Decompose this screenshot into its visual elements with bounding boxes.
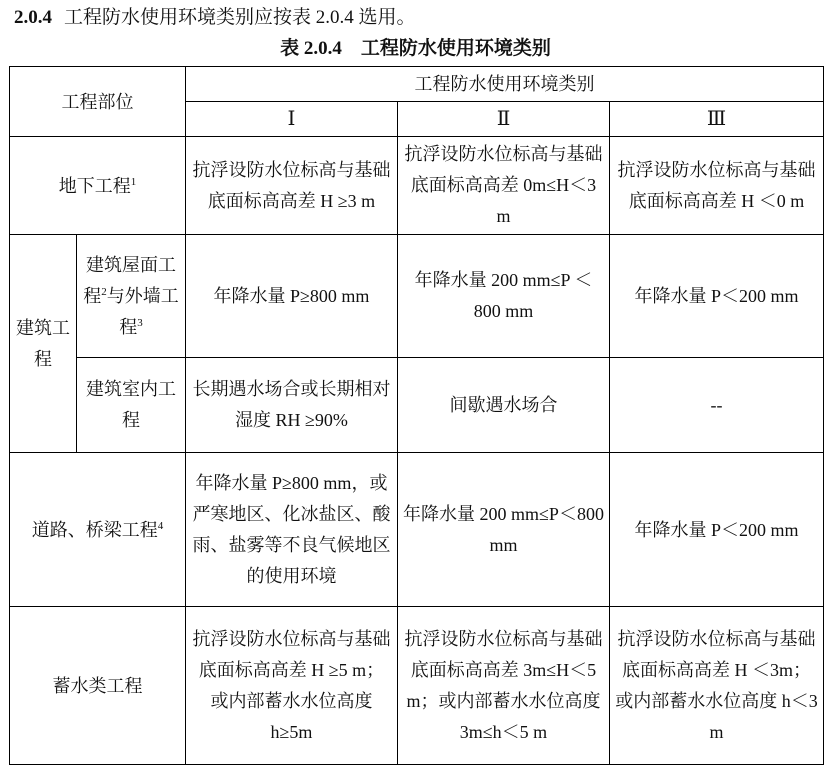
cell-roof-3: 年降水量 P＜200 mm <box>610 235 824 358</box>
cell-indoor-3: -- <box>610 358 824 453</box>
cell-underground-2: 抗浮设防水位标高与基础底面标高高差 0m≤H＜3 m <box>398 137 610 235</box>
cell-indoor-1: 长期遇水场合或长期相对湿度 RH ≥90% <box>186 358 398 453</box>
row-label-storage: 蓄水类工程 <box>10 607 186 765</box>
cell-storage-1: 抗浮设防水位标高与基础底面标高高差 H ≥5 m；或内部蓄水水位高度 h≥5m <box>186 607 398 765</box>
cell-road-1: 年降水量 P≥800 mm，或严寒地区、化冰盐区、酸雨、盐雾等不良气候地区的使用环境 <box>186 453 398 607</box>
table-row <box>10 358 824 453</box>
clause-number: 2.0.4 <box>14 7 52 28</box>
cell-underground-3: 抗浮设防水位标高与基础底面标高高差 H ＜0 m <box>610 137 824 235</box>
header-level-3: Ⅲ <box>610 102 824 137</box>
environment-category-table <box>9 66 824 765</box>
table-row <box>10 137 824 235</box>
header-category: 工程防水使用环境类别 <box>186 67 824 102</box>
cell-storage-2: 抗浮设防水位标高与基础底面标高高差 3m≤H＜5 m；或内部蓄水水位高度 3m≤h＜5 m <box>398 607 610 765</box>
row-label-roof: 建筑屋面工程$^2$与外墙工程$^3$ <box>77 235 186 358</box>
row-label-indoor: 建筑室内工程 <box>77 358 186 453</box>
header-level-2: Ⅱ <box>398 102 610 137</box>
table-caption: 表 2.0.4 工程防水使用环境类别 <box>280 38 551 59</box>
cell-road-3: 年降水量 P＜200 mm <box>610 453 824 607</box>
row-label-road: 道路、桥梁工程$^4$ <box>10 453 186 607</box>
row-label-underground: 地下工程$^1$ <box>10 137 186 235</box>
header-level-1: Ⅰ <box>186 102 398 137</box>
cell-roof-2: 年降水量 200 mm≤P ＜800 mm <box>398 235 610 358</box>
header-part: 工程部位 <box>10 67 186 137</box>
clause-text: 工程防水使用环境类别应按表 2.0.4 选用。 <box>64 7 416 28</box>
cell-indoor-2: 间歇遇水场合 <box>398 358 610 453</box>
table-row <box>10 235 824 358</box>
table-row <box>10 453 824 607</box>
clause-intro <box>14 4 416 32</box>
table-row <box>10 607 824 765</box>
cell-roof-1: 年降水量 P≥800 mm <box>186 235 398 358</box>
cell-road-2: 年降水量 200 mm≤P＜800 mm <box>398 453 610 607</box>
cell-underground-1: 抗浮设防水位标高与基础底面标高高差 H ≥3 m <box>186 137 398 235</box>
cell-storage-3: 抗浮设防水位标高与基础底面标高高差 H ＜3m；或内部蓄水水位高度 h＜3 m <box>610 607 824 765</box>
row-label-building: 建筑工程 <box>10 235 77 453</box>
